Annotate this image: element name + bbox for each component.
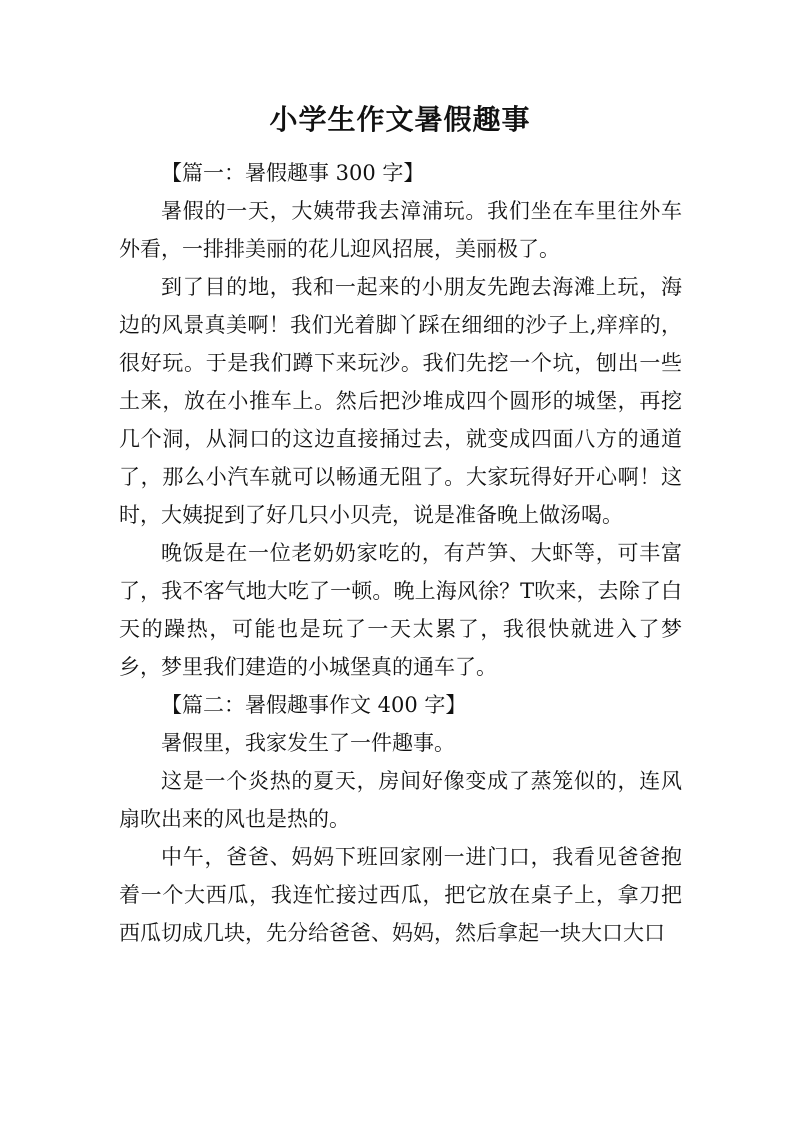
- paragraph: 中午，爸爸、妈妈下班回家刚一进门口，我看见爸爸抱着一个大西瓜，我连忙接过西瓜，把它放在桌子上，拿刀把西瓜切成几块，先分给爸爸、妈妈，然后拿起一块大口大口: [119, 845, 682, 945]
- section-heading: 【篇一：暑假趣事 300 字】: [161, 161, 425, 185]
- paragraph: 暑假的一天，大姨带我去漳浦玩。我们坐在车里往外车外看，一排排美丽的花儿迎风招展，美丽极了。: [119, 199, 682, 261]
- paragraph: 到了目的地，我和一起来的小朋友先跑去海滩上玩，海边的风景真美啊！我们光着脚丫踩在细细的沙子上,痒痒的，很好玩。于是我们蹲下来玩沙。我们先挖一个坑，刨出一些土来，放在小推车上。然后把沙堆成四个圆形的城堡，再挖几个洞，从洞口的这边直接捅过去，就变成四面八方的通道了，那么小汽车就可以畅通无阻了。大家玩得好开心啊！这时，大姨捉到了好几只小贝壳，说是准备晚上做汤喝。: [119, 275, 682, 527]
- section-heading: 【篇二：暑假趣事作文 400 字】: [161, 693, 467, 717]
- paragraph: 这是一个炎热的夏天，房间好像变成了蒸笼似的，连风扇吹出来的风也是热的。: [119, 769, 682, 831]
- paragraph: 晚饭是在一位老奶奶家吃的，有芦笋、大虾等，可丰富了，我不客气地大吃了一顿。晚上海风徐？T吹来，去除了白天的躁热，可能也是玩了一天太累了，我很快就进入了梦乡，梦里我们建造的小城堡真的通车了。: [119, 541, 682, 679]
- document-body: [119, 154, 682, 952]
- paragraph: 暑假里，我家发生了一件趣事。: [161, 731, 455, 755]
- document-title: 小学生作文暑假趣事: [269, 103, 531, 136]
